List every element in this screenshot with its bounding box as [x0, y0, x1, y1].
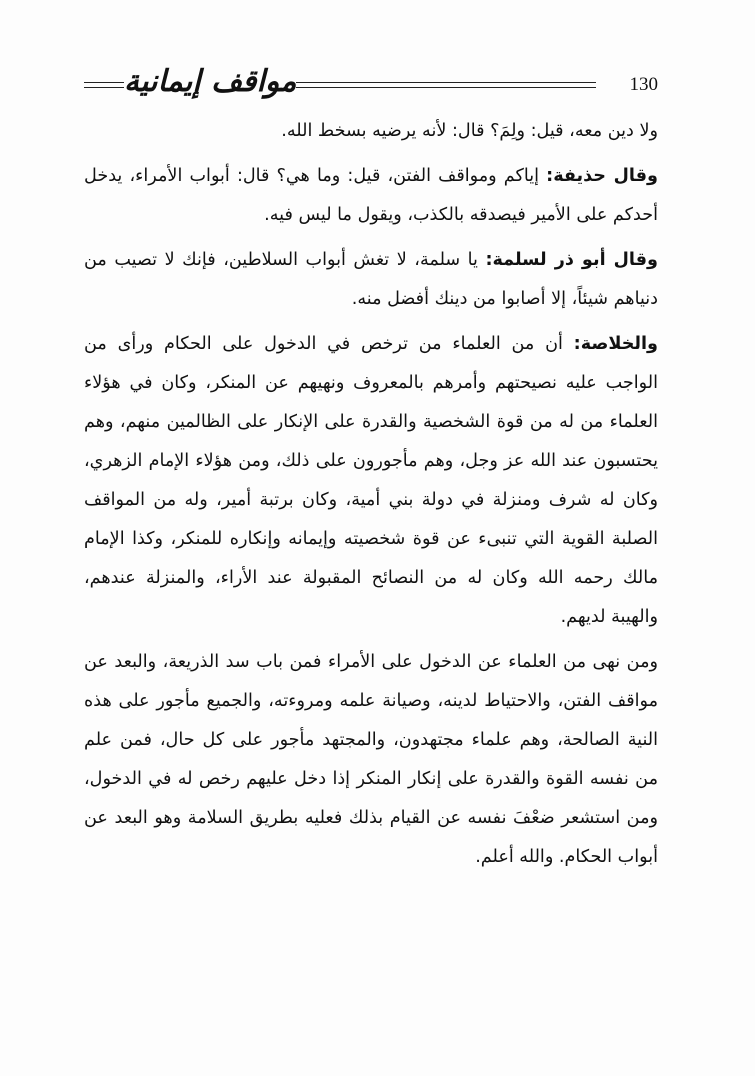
body-text — [84, 112, 658, 883]
paragraph-text: يا سلمة، لا تغش أبواب السلاطين، فإنك لا تصيب من دنياهم شيئاً، إلا أصابوا من دينك أفضل منه. — [84, 250, 658, 309]
page-number: 130 — [629, 74, 658, 95]
paragraph — [84, 643, 658, 877]
paragraph-lead: والخلاصة: — [573, 334, 658, 354]
paragraph-text: ومن نهى من العلماء عن الدخول على الأمراء فمن باب سد الذريعة، والبعد عن مواقف الفتن، والاحتياط لدينه، وصيانة علمه ومروءته، والجميع مأجور على هذه النية الصالحة، وهم علماء مجتهدون، والمجتهد مأجور على كل حال، فمن علم من نفسه القوة والقدرة على إنكار المنكر إذا دخل عليهم رخص له في الدخول، ومن استشعر ضعْفَ نفسه عن القيام بذلك فعليه بطريق السلامة وهو البعد عن أبواب الحكام. والله أعلم. — [84, 652, 658, 867]
running-title: مواقف إيمانية — [124, 64, 297, 99]
paragraph — [84, 112, 658, 151]
paragraph — [84, 325, 658, 637]
paragraph-text: أن من العلماء من ترخص في الدخول على الحكام ورأى من الواجب عليه نصيحتهم وأمرهم بالمعروف ونهيهم عن المنكر، وكان في هؤلاء العلماء من له من قوة الشخصية والقدرة على الإنكار على الظالمين منهم، وهم يحتسبون عند الله عز وجل، وهم مأجورون على ذلك، ومن هؤلاء الإمام الزهري، وكان له شرف ومنزلة في دولة بني أمية، وكان برتبة أمير، وله من المواقف الصلبة القوية التي تنبىء عن قوة شخصيته وإيمانه وإنكاره للمنكر، وكذا الإمام مالك رحمه الله وكان له من النصائح المقبولة عند الأراء، والمنزلة عندهم، والهيبة لديهم. — [84, 334, 658, 627]
header-rule-left-bottom — [84, 87, 124, 88]
header-rule-left-top — [84, 82, 124, 83]
running-header — [84, 60, 658, 110]
paragraph-lead: وقال حذيفة: — [546, 166, 658, 186]
paragraph — [84, 241, 658, 319]
header-rule-right-top — [296, 82, 596, 83]
header-rule-right-bottom — [296, 87, 596, 88]
paragraph-text: إياكم ومواقف الفتن، قيل: وما هي؟ قال: أبواب الأمراء، يدخل أحدكم على الأمير فيصدقه بالكذب، ويقول ما ليس فيه. — [84, 166, 658, 225]
paragraph-text: ولا دين معه، قيل: ولِمَ؟ قال: لأنه يرضيه بسخط الله. — [281, 121, 658, 141]
paragraph-lead: وقال أبو ذر لسلمة: — [485, 250, 658, 270]
paragraph — [84, 157, 658, 235]
